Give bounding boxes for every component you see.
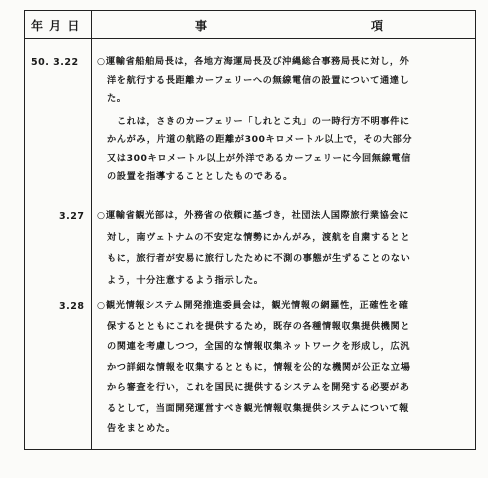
table-header — [25, 11, 475, 39]
entry-date: 50. 3.22 — [31, 57, 79, 68]
entry-line: の設置を指導することとしたものである。 — [107, 171, 293, 182]
header-ji: 事 — [195, 19, 208, 33]
entry-line: 運輸省船舶局長は，各地方海運局長及び沖縄総合事務局長に対し，外 — [106, 56, 410, 67]
entry-line: の関連を考慮しつつ，全国的な情報収集ネットワークを形成し，広汎 — [107, 341, 411, 352]
entry-line: もに，旅行者が安易に旅行したために不測の事態が生ずることのない — [107, 253, 411, 264]
entry-line: これは，さきのカーフェリー「しれとこ丸」の一時行方不明事件に — [117, 115, 410, 127]
entry-line: 運輸省観光部は，外務省の依頼に基づき，社団法人国際旅行業協会に — [106, 210, 410, 221]
entry-line: から審査を行い，これを国民に提供するシステムを開発する必要があ — [107, 382, 410, 393]
entry-date: 3.28 — [59, 301, 85, 312]
entry-3 — [97, 297, 471, 439]
header-date: 年 月 日 — [31, 19, 81, 33]
entry-line: かんがみ，片道の航路の距離が300キロメートル以上で，その大部分 — [107, 134, 413, 145]
entry-line: るとして，当面開発運営すべき観光情報収集提供システムについて報 — [107, 402, 409, 414]
entry-line: た。 — [107, 93, 127, 104]
entry-date: 3.27 — [59, 211, 85, 222]
entry-1 — [97, 53, 471, 187]
entry-2 — [97, 207, 471, 290]
chronology-table — [24, 10, 476, 450]
circle-mark: ○ — [97, 300, 106, 311]
entry-line: 洋を航行する長距離カーフェリーへの無線電信の設置について通達し — [107, 74, 410, 86]
entry-line: 保するとともにこれを提供するため，既存の各種情報収集提供機関と — [107, 320, 411, 332]
entry-line: よう，十分注意するよう指示した。 — [107, 274, 264, 286]
circle-mark: ○ — [97, 210, 106, 221]
entry-line: 又は300キロメートル以上が外洋であるカーフェリーに今回無線電信 — [107, 152, 411, 164]
header-kou: 項 — [371, 19, 384, 33]
circle-mark: ○ — [97, 56, 106, 67]
entry-line: 対し，南ヴェトナムの不安定な情勢にかんがみ，渡航を自粛するとと — [107, 231, 411, 243]
entry-line: 告をまとめた。 — [107, 423, 176, 434]
entry-line: 観光情報システム開発推進委員会は，観光情報の網羅性，正確性を確 — [106, 300, 409, 311]
entry-line: かつ詳細な情報を収集するとともに，情報を公的な機関が公正な立場 — [107, 361, 411, 373]
column-divider — [91, 11, 92, 449]
